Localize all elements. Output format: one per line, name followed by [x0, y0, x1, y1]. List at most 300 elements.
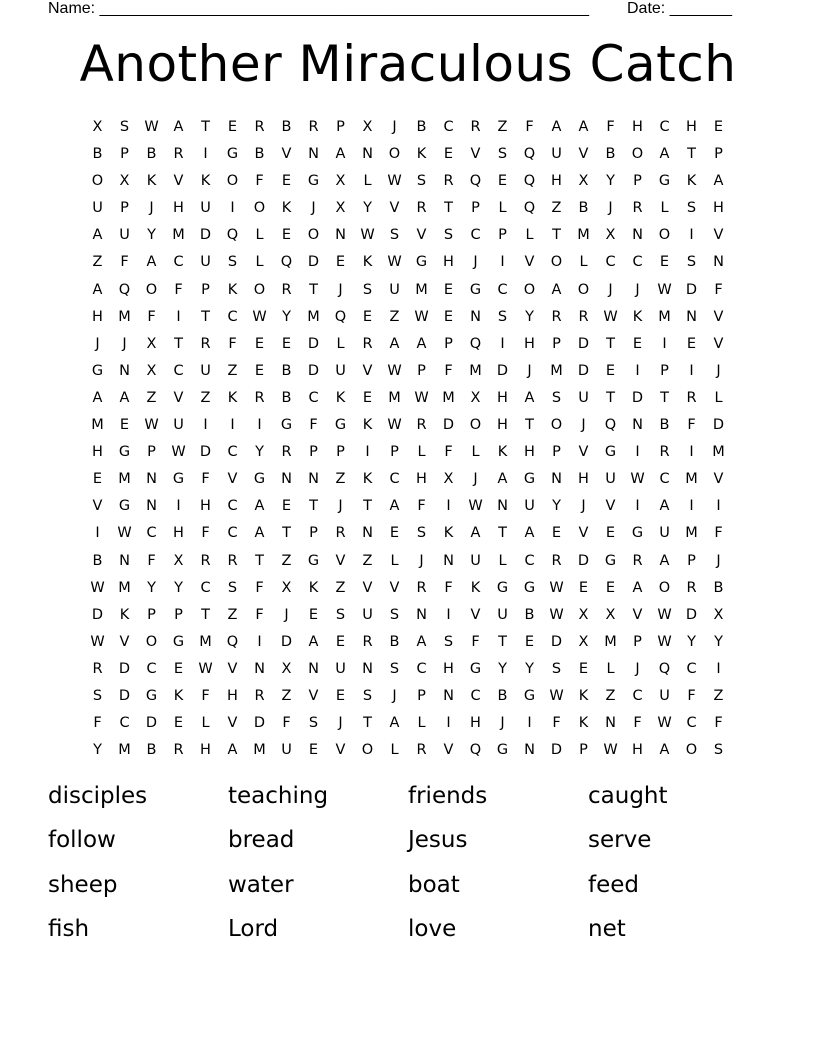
grid-letter: W	[387, 254, 402, 271]
grid-letter: N	[362, 146, 373, 163]
grid-letter: E	[308, 742, 319, 759]
grid-letter: H	[443, 660, 454, 677]
grid-letter: G	[469, 660, 482, 677]
grid-letter: L	[525, 227, 534, 244]
grid-letter: J	[473, 471, 478, 488]
grid-letter: D	[712, 417, 725, 434]
grid-letter: Y	[174, 579, 183, 596]
grid-row	[84, 412, 732, 439]
grid-letter: L	[201, 715, 210, 732]
grid-letter: A	[659, 146, 670, 163]
grid-letter: E	[227, 119, 238, 135]
grid-letter: N	[443, 552, 454, 569]
grid-letter: H	[578, 471, 589, 488]
grid-letter: C	[470, 227, 481, 244]
grid-letter: F	[201, 525, 210, 542]
grid-letter: O	[550, 417, 563, 434]
grid-letter: A	[497, 471, 508, 488]
grid-letter: F	[282, 715, 291, 732]
grid-letter: R	[632, 200, 643, 217]
grid-letter: W	[144, 417, 159, 434]
grid-letter: A	[524, 525, 535, 542]
grid-letter: M	[118, 579, 131, 596]
grid-letter: X	[713, 606, 724, 623]
grid-letter: C	[470, 687, 481, 704]
grid-letter: V	[227, 471, 238, 488]
grid-letter: Y	[93, 742, 102, 759]
grid-letter: B	[416, 119, 427, 135]
grid-row	[84, 439, 732, 466]
grid-letter: K	[362, 417, 373, 434]
grid-row	[84, 575, 732, 602]
grid-letter: Z	[227, 362, 238, 379]
grid-letter: I	[635, 498, 640, 515]
grid-letter: K	[362, 471, 373, 488]
grid-letter: F	[471, 633, 480, 650]
grid-letter: R	[551, 308, 562, 325]
grid-letter: E	[335, 687, 346, 704]
grid-letter: R	[254, 687, 265, 704]
grid-letter: E	[443, 308, 454, 325]
grid-letter: W	[657, 715, 672, 732]
grid-letter: N	[308, 660, 319, 677]
grid-row	[84, 683, 732, 710]
grid-letter: E	[551, 525, 562, 542]
grid-letter: S	[362, 281, 373, 298]
grid-letter: A	[659, 742, 670, 759]
grid-letter: D	[199, 227, 212, 244]
grid-letter: J	[284, 606, 289, 623]
grid-letter: O	[550, 254, 563, 271]
grid-letter: C	[443, 119, 454, 135]
grid-letter: O	[253, 200, 266, 217]
grid-letter: V	[362, 579, 373, 596]
grid-letter: P	[444, 335, 453, 352]
grid-letter: R	[200, 552, 211, 569]
grid-letter: D	[550, 742, 563, 759]
grid-letter: H	[632, 119, 643, 135]
grid-letter: H	[92, 444, 103, 461]
grid-letter: A	[713, 173, 724, 190]
grid-letter: P	[336, 119, 345, 135]
grid-letter: S	[389, 660, 400, 677]
grid-letter: S	[443, 227, 454, 244]
grid-letter: F	[687, 687, 696, 704]
grid-letter: D	[496, 362, 509, 379]
grid-letter: W	[414, 389, 429, 406]
grid-row	[84, 520, 732, 547]
grid-letter: A	[389, 498, 400, 515]
grid-letter: S	[713, 742, 724, 759]
grid-letter: M	[712, 444, 725, 461]
grid-letter: G	[415, 254, 428, 271]
grid-letter: Z	[605, 687, 616, 704]
grid-letter: Y	[255, 444, 264, 461]
grid-letter: P	[714, 146, 723, 163]
grid-row	[84, 249, 732, 276]
grid-letter: I	[446, 715, 451, 732]
grid-letter: S	[551, 660, 562, 677]
grid-letter: N	[551, 471, 562, 488]
grid-letter: C	[416, 660, 427, 677]
word-list-item: feed	[588, 871, 639, 898]
grid-letter: V	[308, 687, 319, 704]
grid-letter: G	[145, 687, 158, 704]
grid-letter: N	[605, 715, 616, 732]
grid-letter: G	[523, 579, 536, 596]
grid-letter: P	[390, 444, 399, 461]
letter-grid	[84, 114, 732, 764]
grid-letter: V	[524, 254, 535, 271]
grid-letter: C	[227, 498, 238, 515]
grid-letter: T	[255, 552, 264, 569]
grid-letter: T	[282, 525, 291, 542]
grid-letter: B	[713, 579, 724, 596]
grid-letter: Q	[523, 146, 536, 163]
grid-letter: S	[416, 173, 427, 190]
grid-letter: N	[146, 498, 157, 515]
grid-letter: Q	[334, 308, 347, 325]
grid-letter: T	[444, 200, 453, 217]
grid-letter: N	[497, 498, 508, 515]
grid-letter: T	[174, 335, 183, 352]
grid-letter: N	[119, 552, 130, 569]
grid-letter: V	[470, 146, 481, 163]
grid-letter: Y	[363, 200, 372, 217]
grid-letter: F	[417, 498, 426, 515]
grid-letter: K	[578, 715, 589, 732]
grid-letter: I	[365, 444, 370, 461]
grid-letter: C	[308, 389, 319, 406]
grid-letter: F	[201, 471, 210, 488]
grid-letter: R	[632, 552, 643, 569]
grid-letter: V	[470, 606, 481, 623]
grid-letter: X	[605, 227, 616, 244]
grid-letter: F	[255, 173, 264, 190]
grid-row	[84, 277, 732, 304]
grid-letter: K	[632, 308, 643, 325]
grid-letter: P	[309, 525, 318, 542]
grid-row	[84, 331, 732, 358]
grid-letter: W	[414, 308, 429, 325]
grid-letter: E	[713, 119, 724, 135]
grid-letter: V	[119, 633, 130, 650]
grid-letter: P	[417, 362, 426, 379]
grid-letter: Z	[551, 200, 562, 217]
word-list-item: sheep	[48, 871, 118, 898]
grid-letter: T	[363, 715, 372, 732]
grid-letter: X	[578, 606, 589, 623]
grid-letter: B	[578, 200, 589, 217]
grid-letter: F	[444, 444, 453, 461]
grid-letter: M	[442, 389, 455, 406]
grid-letter: G	[496, 742, 509, 759]
grid-letter: X	[578, 173, 589, 190]
grid-letter: G	[496, 579, 509, 596]
grid-letter: V	[605, 498, 616, 515]
grid-letter: D	[145, 715, 158, 732]
grid-letter: C	[632, 687, 643, 704]
grid-letter: Y	[147, 227, 156, 244]
grid-letter: V	[362, 362, 373, 379]
grid-letter: K	[578, 687, 589, 704]
grid-letter: C	[605, 254, 616, 271]
grid-letter: F	[525, 119, 534, 135]
grid-letter: I	[716, 498, 721, 515]
grid-letter: E	[173, 660, 184, 677]
grid-letter: A	[254, 525, 265, 542]
grid-letter: U	[200, 254, 211, 271]
grid-letter: V	[227, 715, 238, 732]
page-title: Another Miraculous Catch	[79, 35, 737, 93]
grid-letter: K	[119, 606, 130, 623]
grid-letter: F	[444, 579, 453, 596]
grid-letter: W	[387, 417, 402, 434]
grid-letter: V	[227, 660, 238, 677]
grid-letter: A	[92, 227, 103, 244]
grid-letter: U	[200, 200, 211, 217]
grid-letter: K	[281, 200, 292, 217]
grid-letter: G	[253, 471, 266, 488]
grid-letter: B	[254, 146, 265, 163]
grid-letter: C	[173, 362, 184, 379]
grid-letter: R	[335, 525, 346, 542]
grid-letter: C	[227, 525, 238, 542]
grid-letter: P	[660, 362, 669, 379]
grid-letter: K	[227, 281, 238, 298]
grid-letter: E	[632, 335, 643, 352]
grid-letter: L	[390, 742, 399, 759]
grid-letter: E	[443, 146, 454, 163]
grid-letter: H	[524, 444, 535, 461]
grid-letter: H	[551, 173, 562, 190]
word-list-item: boat	[408, 871, 460, 898]
grid-letter: V	[713, 335, 724, 352]
grid-letter: H	[524, 335, 535, 352]
grid-letter: R	[362, 633, 373, 650]
grid-letter: V	[578, 146, 589, 163]
grid-letter: J	[338, 715, 343, 732]
grid-letter: P	[552, 335, 561, 352]
grid-letter: C	[686, 660, 697, 677]
grid-letter: Q	[280, 254, 293, 271]
grid-letter: D	[307, 335, 320, 352]
grid-letter: Q	[658, 660, 671, 677]
grid-letter: G	[280, 417, 293, 434]
grid-letter: P	[147, 606, 156, 623]
grid-letter: E	[254, 335, 265, 352]
grid-letter: H	[470, 715, 481, 732]
grid-letter: R	[227, 552, 238, 569]
grid-letter: V	[713, 308, 724, 325]
grid-letter: X	[146, 335, 157, 352]
grid-letter: Y	[498, 660, 507, 677]
grid-letter: W	[144, 119, 159, 135]
grid-letter: U	[605, 471, 616, 488]
grid-letter: E	[281, 173, 292, 190]
grid-letter: D	[307, 362, 320, 379]
grid-letter: X	[443, 471, 454, 488]
grid-letter: W	[657, 633, 672, 650]
grid-letter: B	[524, 606, 535, 623]
grid-letter: S	[686, 200, 697, 217]
grid-letter: W	[468, 498, 483, 515]
grid-letter: Y	[147, 579, 156, 596]
grid-letter: S	[227, 254, 238, 271]
grid-letter: E	[281, 498, 292, 515]
grid-letter: N	[362, 525, 373, 542]
grid-letter: A	[659, 498, 670, 515]
grid-letter: N	[335, 227, 346, 244]
grid-letter: K	[173, 687, 184, 704]
grid-letter: I	[203, 417, 208, 434]
grid-letter: A	[227, 742, 238, 759]
grid-letter: C	[227, 444, 238, 461]
grid-letter: C	[200, 579, 211, 596]
grid-letter: Q	[226, 227, 239, 244]
grid-letter: I	[689, 498, 694, 515]
grid-letter: M	[253, 742, 266, 759]
grid-letter: D	[280, 633, 293, 650]
grid-letter: U	[578, 389, 589, 406]
grid-letter: W	[387, 173, 402, 190]
grid-letter: F	[147, 308, 156, 325]
grid-letter: O	[361, 742, 374, 759]
grid-letter: A	[335, 146, 346, 163]
grid-letter: Z	[227, 606, 238, 623]
grid-letter: A	[551, 119, 562, 135]
grid-letter: I	[446, 606, 451, 623]
grid-letter: X	[470, 389, 481, 406]
grid-letter: X	[335, 200, 346, 217]
grid-letter: A	[578, 119, 589, 135]
grid-letter: D	[118, 687, 131, 704]
grid-letter: U	[335, 362, 346, 379]
grid-letter: C	[659, 119, 670, 135]
grid-letter: G	[172, 471, 185, 488]
grid-letter: G	[631, 525, 644, 542]
grid-letter: D	[442, 417, 455, 434]
grid-letter: O	[307, 227, 320, 244]
grid-letter: F	[309, 417, 318, 434]
grid-letter: J	[716, 552, 721, 569]
grid-letter: W	[549, 687, 564, 704]
grid-letter: Z	[335, 471, 346, 488]
grid-letter: W	[549, 579, 564, 596]
grid-letter: E	[335, 633, 346, 650]
grid-letter: D	[685, 281, 698, 298]
grid-letter: Y	[552, 498, 561, 515]
grid-letter: M	[469, 362, 482, 379]
grid-letter: Z	[200, 389, 211, 406]
grid-letter: P	[147, 444, 156, 461]
grid-letter: G	[118, 498, 131, 515]
grid-row	[84, 304, 732, 331]
grid-letter: R	[173, 742, 184, 759]
grid-letter: R	[362, 335, 373, 352]
grid-letter: L	[660, 200, 669, 217]
grid-letter: M	[118, 471, 131, 488]
grid-letter: F	[552, 715, 561, 732]
grid-letter: O	[253, 281, 266, 298]
grid-letter: R	[416, 200, 427, 217]
grid-letter: B	[281, 362, 292, 379]
word-list-item: net	[588, 915, 626, 942]
grid-letter: A	[470, 525, 481, 542]
grid-letter: J	[635, 660, 640, 677]
grid-letter: M	[658, 308, 671, 325]
grid-letter: P	[579, 742, 588, 759]
grid-letter: L	[255, 254, 264, 271]
grid-letter: S	[389, 606, 400, 623]
grid-letter: N	[713, 254, 724, 271]
grid-letter: I	[257, 417, 262, 434]
grid-letter: Q	[523, 173, 536, 190]
grid-letter: P	[417, 687, 426, 704]
grid-letter: E	[335, 254, 346, 271]
grid-letter: I	[257, 633, 262, 650]
grid-letter: K	[470, 579, 481, 596]
grid-letter: J	[635, 281, 640, 298]
grid-letter: H	[416, 471, 427, 488]
grid-letter: A	[92, 389, 103, 406]
name-field-label: Name: _______________________________________________________	[48, 0, 589, 17]
word-list-item: Jesus	[408, 827, 468, 854]
grid-letter: H	[632, 742, 643, 759]
grid-letter: D	[199, 444, 212, 461]
grid-letter: D	[91, 606, 104, 623]
grid-letter: F	[174, 281, 183, 298]
grid-letter: Q	[523, 200, 536, 217]
grid-letter: B	[659, 417, 670, 434]
grid-letter: N	[308, 146, 319, 163]
grid-letter: Q	[469, 742, 482, 759]
grid-letter: Q	[226, 633, 239, 650]
grid-letter: F	[606, 119, 615, 135]
grid-letter: R	[254, 389, 265, 406]
grid-row	[84, 195, 732, 222]
grid-letter: R	[200, 335, 211, 352]
grid-letter: K	[416, 146, 427, 163]
grid-letter: E	[605, 579, 616, 596]
grid-letter: O	[388, 146, 401, 163]
grid-letter: D	[577, 335, 590, 352]
grid-letter: R	[686, 579, 697, 596]
grid-letter: L	[417, 715, 426, 732]
grid-letter: G	[523, 471, 536, 488]
grid-letter: H	[92, 308, 103, 325]
grid-letter: B	[605, 146, 616, 163]
grid-letter: M	[388, 389, 401, 406]
grid-letter: R	[92, 660, 103, 677]
grid-letter: T	[525, 417, 534, 434]
grid-letter: G	[307, 552, 320, 569]
word-list-item: friends	[408, 783, 488, 809]
grid-letter: T	[363, 498, 372, 515]
grid-letter: F	[228, 335, 237, 352]
grid-letter: Z	[281, 552, 292, 569]
grid-letter: C	[524, 552, 535, 569]
grid-letter: D	[577, 552, 590, 569]
grid-letter: W	[171, 444, 186, 461]
grid-row	[84, 358, 732, 385]
grid-letter: W	[90, 633, 105, 650]
grid-letter: A	[416, 633, 427, 650]
grid-letter: J	[311, 200, 316, 217]
grid-letter: E	[254, 362, 265, 379]
grid-letter: K	[497, 444, 508, 461]
grid-letter: X	[578, 633, 589, 650]
